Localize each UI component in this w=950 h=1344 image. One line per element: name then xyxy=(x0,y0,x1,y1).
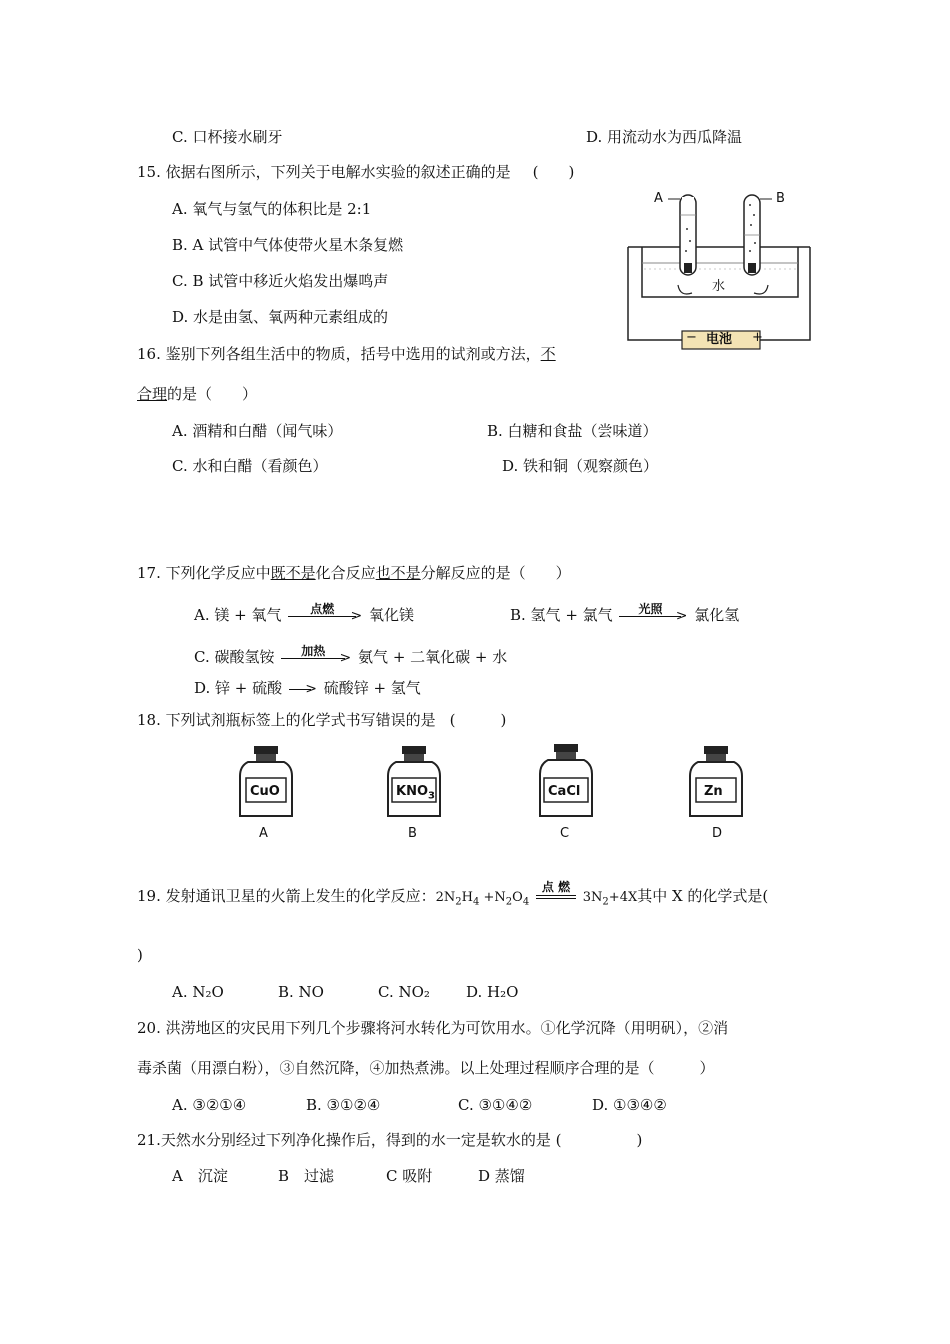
q21-option-c: C 吸附 xyxy=(386,1167,433,1185)
q17-stem: 17. 下列化学反应中既不是化合反应也不是分解反应的是（ ） xyxy=(137,564,571,582)
bottle-label-a: CuO xyxy=(250,784,280,799)
q20-stem-line2: 毒杀菌（用漂白粉），③自然沉降，④加热煮沸。以上处理过程顺序合理的是（ ） xyxy=(137,1059,715,1077)
q19-option-a: A. N₂O xyxy=(172,983,224,1001)
q19-option-d: D. H₂O xyxy=(466,983,519,1001)
q20-option-d: D. ①③④② xyxy=(592,1096,667,1114)
q15-option-d: D. 水是由氢、氧两种元素组成的 xyxy=(172,308,389,326)
q16-option-c: C. 水和白醋（看颜色） xyxy=(172,457,328,475)
reaction-arrow-b: 光照 > xyxy=(619,616,681,617)
q21-option-b: B 过滤 xyxy=(278,1167,335,1185)
q19-option-c: C. NO₂ xyxy=(378,983,430,1001)
q19-products: $3N_2+4X$ xyxy=(582,890,638,908)
q16-option-a: A. 酒精和白醋（闻气味） xyxy=(172,422,343,440)
q15-stem: 15. 依据右图所示，下列关于电解水实验的叙述正确的是 ( ) xyxy=(137,163,575,181)
electrolysis-diagram xyxy=(620,185,820,355)
reaction-arrow-c: 加热 > xyxy=(281,658,345,659)
q17-option-a: A. 镁 + 氧气 点燃 > 氧化镁 xyxy=(194,601,415,624)
q19-close-paren: ) xyxy=(137,946,143,964)
bottle-label-c: CaCl xyxy=(548,784,581,799)
reagent-bottle-b xyxy=(386,746,442,841)
q19-reactants: $2N_2H_4 +N_2O_4$ xyxy=(435,890,530,908)
bottle-letter-b: B xyxy=(408,826,417,841)
reaction-arrow-a: 点燃 > xyxy=(288,616,356,617)
q15-option-c: C. B 试管中移近火焰发出爆鸣声 xyxy=(172,272,389,290)
q18-stem: 18. 下列试剂瓶标签上的化学式书写错误的是 ( ) xyxy=(137,711,507,729)
tube-label-b: B xyxy=(776,191,785,206)
q21-option-d: D 蒸馏 xyxy=(478,1167,525,1185)
reagent-bottle-d xyxy=(688,746,744,841)
q19-equals-sign: 点 燃 xyxy=(536,895,576,899)
water-label: 水 xyxy=(712,279,726,294)
q16-stem-line2: 合理的是（ ） xyxy=(137,385,258,403)
q21-stem: 21.天然水分别经过下列净化操作后，得到的水一定是软水的是 ( ) xyxy=(137,1131,643,1149)
bottle-letter-a: A xyxy=(259,826,268,841)
bottle-label-d: Zn xyxy=(704,784,723,799)
q15-option-a: A. 氧气与氢气的体积比是 2:1 xyxy=(172,200,372,218)
battery-plus: + xyxy=(752,330,763,345)
q20-stem-line1: 20. 洪涝地区的灾民用下列几个步骤将河水转化为可饮用水。①化学沉降（用明矾），②消 xyxy=(137,1019,729,1037)
q16-option-d: D. 铁和铜（观察颜色） xyxy=(502,457,659,475)
q17-option-d: D. 锌 + 硫酸 > 硫酸锌 + 氢气 xyxy=(194,679,421,697)
battery-minus: − xyxy=(686,330,697,345)
q15-option-b: B. A 试管中气体使带火星木条复燃 xyxy=(172,236,404,254)
reagent-bottle-c xyxy=(538,744,594,841)
bottle-letter-c: C xyxy=(560,826,570,841)
reaction-arrow-d: > xyxy=(289,689,311,690)
q21-option-a: A 沉淀 xyxy=(172,1167,228,1185)
bottle-letter-d: D xyxy=(712,826,723,841)
q20-option-b: B. ③①②④ xyxy=(306,1096,381,1114)
q16-option-b: B. 白糖和食盐（尝味道） xyxy=(487,422,658,440)
q17-option-c: C. 碳酸氢铵 加热 > 氨气 + 二氧化碳 + 水 xyxy=(194,643,508,666)
q17-option-b: B. 氢气 + 氯气 光照 > 氯化氢 xyxy=(510,601,740,624)
q16-stem-line1: 16. 鉴别下列各组生活中的物质，括号中选用的试剂或方法，不 xyxy=(137,345,556,363)
reagent-bottle-a xyxy=(238,746,294,841)
q19-option-b: B. NO xyxy=(278,983,324,1001)
battery-label: 电池 xyxy=(706,332,733,347)
q14-option-c: C. 口杯接水刷牙 xyxy=(172,128,283,146)
q20-option-a: A. ③②①④ xyxy=(172,1096,247,1114)
q20-option-c: C. ③①④② xyxy=(458,1096,533,1114)
bottle-label-b: $KNO_3$ xyxy=(396,784,435,802)
q14-option-d: D. 用流动水为西瓜降温 xyxy=(586,128,743,146)
tube-label-a: A xyxy=(654,191,663,206)
q19-stem: 19. 发射通讯卫星的火箭上发生的化学反应：$2N_2H_4 +N_2O_4$ 点 燃 $3N_2+4X$其中 X 的化学式是( xyxy=(137,880,769,908)
